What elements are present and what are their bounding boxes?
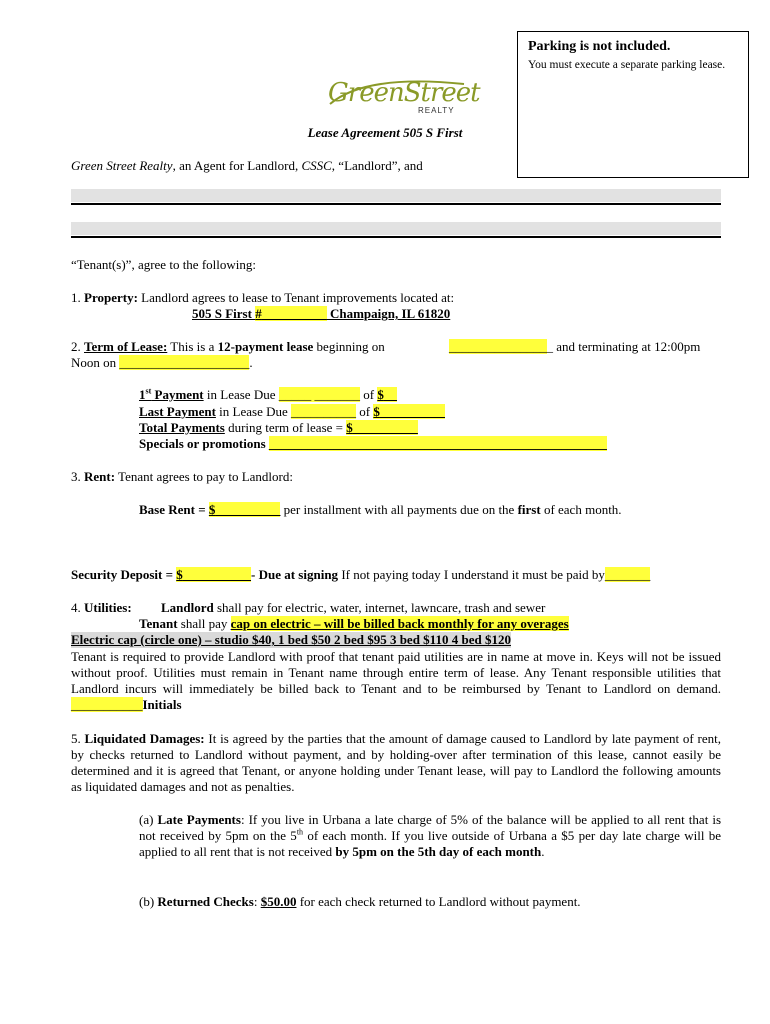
landlord-utilities-line: Landlord shall pay for electric, water, internet, lawncare, trash and sewer bbox=[161, 600, 546, 615]
base-rent-field[interactable]: $__________ bbox=[208, 502, 281, 517]
term-end-line: Noon on ____________________. bbox=[71, 355, 253, 370]
base-rent-line: Base Rent = $__________ per installment with all payments due on the first of each month. bbox=[139, 502, 622, 517]
tenants-agree-line: “Tenant(s)”, agree to the following: bbox=[71, 257, 256, 272]
document-title: Lease Agreement 505 S First bbox=[307, 125, 463, 140]
utilities-initials-field[interactable]: ___________ bbox=[71, 697, 143, 712]
tenant-utilities-line: Tenant shall pay cap on electric – will be billed back monthly for any overages bbox=[139, 616, 569, 631]
first-payment-amount-field[interactable]: $__ bbox=[377, 387, 397, 402]
term-start-field[interactable]: ________________ and terminating at 12:00pm bbox=[449, 339, 701, 354]
logo-brand-text: GreenStreet bbox=[328, 78, 480, 108]
section-4-utilities: 4. Utilities: bbox=[71, 600, 132, 615]
section-2-term: 2. Term of Lease: This is a 12-payment lease beginning on bbox=[71, 339, 385, 354]
utilities-paragraph: Tenant is required to provide Landlord with proof that tenant paid utilities are in name at move in. Keys will not be issued without proof. Utilities must remain in Tenant name through entire term of lease. Any Tenant responsible utilities that Landlord incurs will immediately be billed back to Tenant and to be reimbursed by Tenant to Landlord on demand. ___________Initials bbox=[71, 649, 721, 712]
parking-notice-text: You must execute a separate parking lease. bbox=[528, 59, 726, 71]
logo-sub-text: REALTY bbox=[418, 106, 455, 115]
specials-field[interactable]: ____________________________________________________ bbox=[268, 436, 607, 451]
deposit-pay-by-field[interactable]: _______ bbox=[604, 567, 651, 582]
unit-number-field[interactable]: #__________ bbox=[255, 306, 327, 321]
tenant-name-rule-2 bbox=[71, 236, 721, 238]
total-payments-line: Total Payments during term of lease = $__________ bbox=[139, 420, 418, 435]
tenant-name-rule-1 bbox=[71, 203, 721, 205]
parking-notice-box bbox=[517, 31, 749, 178]
last-payment-line: Last Payment in Lease Due __________ of $__________ bbox=[139, 404, 445, 419]
parking-notice-title: Parking is not included. bbox=[528, 39, 671, 54]
landlord-name: CSSC bbox=[301, 158, 332, 173]
tenant-name-field-2[interactable] bbox=[71, 222, 721, 235]
term-end-field[interactable]: ____________________ bbox=[119, 355, 250, 370]
total-payments-field[interactable]: $__________ bbox=[346, 420, 418, 435]
intro-line: Green Street Realty, an Agent for Landlord, CSSC, “Landlord”, and bbox=[71, 158, 423, 173]
property-address-line: 505 S First #__________ Champaign, IL 61820 bbox=[192, 306, 451, 321]
green-street-realty-logo bbox=[326, 76, 480, 120]
first-payment-date-field[interactable]: _____ _______ bbox=[278, 387, 360, 402]
section-5-liquidated-damages: 5. Liquidated Damages: It is agreed by the parties that the amount of damage caused to Landlord by late payment of rent, by checks returned to Landlord without payment, and by holding-over after termination of this lease, cannot easily be determined and it is agreed that Tenant, or anyone holding under Tenant lease, will pay to Landlord the following amounts as liquidated damages and not as penalties. bbox=[71, 731, 722, 794]
last-payment-amount-field[interactable]: $__________ bbox=[373, 404, 445, 419]
electric-cap-highlight: cap on electric – will be billed back monthly for any overages bbox=[230, 616, 569, 631]
electric-cap-options[interactable]: Electric cap (circle one) – studio $40, 1 bed $50 2 bed $95 3 bed $110 4 bed $120 bbox=[71, 632, 511, 647]
specials-line: Specials or promotions ____________________________________________________ bbox=[139, 436, 607, 451]
security-deposit-line: Security Deposit = $__________ - Due at signing If not paying today I understand it must be paid by_______ bbox=[71, 567, 651, 582]
agent-name: Green Street Realty bbox=[71, 158, 173, 173]
returned-checks-clause: (b) Returned Checks: $50.00 for each check returned to Landlord without payment. bbox=[139, 894, 581, 909]
tenant-name-field-1[interactable] bbox=[71, 189, 721, 202]
section-1-property: 1. Property: Landlord agrees to lease to Tenant improvements located at: bbox=[71, 290, 455, 305]
security-deposit-field[interactable]: $__________ bbox=[176, 567, 252, 582]
late-payments-clause: (a) Late Payments: If you live in Urbana a late charge of 5% of the balance will be applied to all rent that is not received by 5pm on the 5th of each month. If you live outside of Urbana a $5 per day late charge will be applied to all rent that is not received by 5pm on the 5th day of each month. bbox=[139, 812, 722, 859]
last-payment-date-field[interactable]: __________ bbox=[291, 404, 357, 419]
section-3-rent: 3. Rent: Tenant agrees to pay to Landlord: bbox=[71, 469, 293, 484]
first-payment-line: 1st Payment in Lease Due _____ _______ of $__ bbox=[139, 386, 397, 402]
